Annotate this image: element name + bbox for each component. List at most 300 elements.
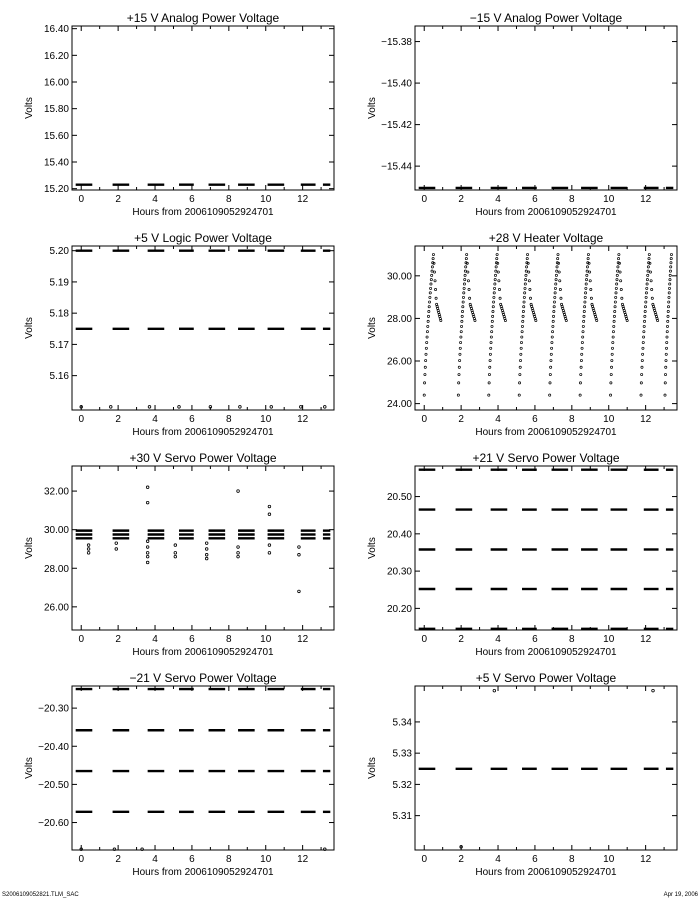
data-point bbox=[522, 315, 524, 317]
y-tick-label: 5.16 bbox=[49, 371, 69, 383]
data-point bbox=[614, 306, 616, 308]
x-axis-label: Hours from 2006109052924701 bbox=[132, 427, 274, 438]
data-point bbox=[668, 301, 670, 303]
data-point bbox=[469, 297, 471, 299]
data-point bbox=[440, 319, 442, 321]
data-point bbox=[667, 306, 669, 308]
data-point bbox=[523, 301, 525, 303]
data-point bbox=[87, 552, 90, 555]
data-point bbox=[613, 325, 615, 327]
y-axis-label: Volts bbox=[367, 537, 378, 559]
data-point bbox=[643, 325, 645, 327]
plot-frame bbox=[415, 246, 677, 410]
data-point bbox=[668, 287, 670, 289]
x-tick-label: 8 bbox=[569, 634, 575, 645]
data-point bbox=[613, 315, 615, 317]
data-point bbox=[668, 292, 670, 294]
data-point bbox=[493, 287, 495, 289]
data-point bbox=[268, 552, 271, 555]
data-point bbox=[610, 366, 612, 368]
chart-title: +30 V Servo Power Voltage bbox=[129, 451, 277, 465]
data-point bbox=[526, 253, 528, 255]
data-point bbox=[529, 288, 531, 290]
chart-title: +5 V Logic Power Voltage bbox=[134, 231, 272, 245]
footer-filename: S2006109052821.TLM_SAC bbox=[2, 892, 79, 898]
data-point bbox=[492, 306, 494, 308]
data-point bbox=[148, 406, 151, 409]
data-point bbox=[668, 296, 670, 298]
x-tick-label: 8 bbox=[226, 414, 232, 425]
data-point bbox=[423, 394, 425, 396]
data-point bbox=[323, 848, 326, 851]
data-point bbox=[618, 253, 620, 255]
data-point bbox=[115, 548, 118, 551]
x-tick-label: 8 bbox=[569, 414, 575, 425]
data-point bbox=[580, 373, 582, 375]
data-point bbox=[460, 331, 462, 333]
data-point bbox=[587, 253, 589, 255]
data-point bbox=[557, 253, 559, 255]
data-point bbox=[499, 297, 501, 299]
x-axis-label: Hours from 2006109052924701 bbox=[475, 647, 617, 658]
data-point bbox=[582, 325, 584, 327]
data-point bbox=[113, 848, 116, 851]
data-point bbox=[529, 297, 531, 299]
data-point bbox=[556, 266, 558, 268]
x-tick-label: 12 bbox=[297, 194, 309, 205]
data-point bbox=[524, 283, 526, 285]
data-point bbox=[556, 270, 558, 272]
x-tick-label: 6 bbox=[532, 634, 538, 645]
x-tick-label: 10 bbox=[260, 854, 272, 865]
data-layer bbox=[76, 251, 331, 408]
data-point bbox=[431, 270, 433, 272]
data-point bbox=[489, 353, 491, 355]
data-point bbox=[268, 505, 271, 508]
data-point bbox=[525, 279, 527, 281]
data-point bbox=[615, 296, 617, 298]
x-tick-label: 0 bbox=[78, 194, 85, 205]
data-point bbox=[613, 320, 615, 322]
y-tick-label: 5.34 bbox=[392, 717, 412, 729]
data-point bbox=[642, 353, 644, 355]
data-point bbox=[535, 319, 537, 321]
data-point bbox=[647, 274, 649, 276]
data-point bbox=[644, 310, 646, 312]
data-point bbox=[645, 292, 647, 294]
y-tick-label: −15.42 bbox=[381, 120, 412, 132]
data-point bbox=[582, 336, 584, 338]
data-point bbox=[585, 287, 587, 289]
data-point bbox=[647, 266, 649, 268]
data-point bbox=[644, 315, 646, 317]
data-point bbox=[525, 266, 527, 268]
plot-frame bbox=[415, 466, 677, 630]
data-point bbox=[641, 359, 643, 361]
x-tick-label: 8 bbox=[226, 194, 232, 205]
data-point bbox=[642, 341, 644, 343]
data-point bbox=[496, 257, 498, 259]
x-tick-label: 12 bbox=[297, 854, 309, 865]
y-tick-label: −20.40 bbox=[38, 741, 69, 753]
data-point bbox=[590, 288, 592, 290]
data-point bbox=[428, 301, 430, 303]
data-point bbox=[553, 306, 555, 308]
data-point bbox=[657, 319, 659, 321]
data-point bbox=[459, 341, 461, 343]
data-point bbox=[521, 336, 523, 338]
data-point bbox=[664, 373, 666, 375]
data-point bbox=[642, 336, 644, 338]
data-point bbox=[323, 406, 326, 409]
data-point bbox=[666, 331, 668, 333]
data-point bbox=[491, 331, 493, 333]
x-tick-label: 12 bbox=[640, 194, 652, 205]
data-point bbox=[519, 373, 521, 375]
data-point bbox=[146, 540, 149, 543]
x-tick-label: 8 bbox=[569, 194, 575, 205]
data-point bbox=[465, 266, 467, 268]
data-point bbox=[626, 319, 628, 321]
y-tick-label: 5.31 bbox=[392, 811, 412, 823]
data-point bbox=[585, 283, 587, 285]
data-point bbox=[579, 394, 581, 396]
data-layer bbox=[423, 253, 672, 396]
data-point bbox=[174, 544, 177, 547]
x-tick-label: 10 bbox=[603, 414, 615, 425]
data-point bbox=[666, 341, 668, 343]
y-tick-label: 16.40 bbox=[43, 24, 69, 36]
x-tick-label: 4 bbox=[495, 634, 501, 645]
data-point bbox=[666, 336, 668, 338]
y-tick-label: 24.00 bbox=[386, 399, 412, 411]
data-point bbox=[463, 292, 465, 294]
data-point bbox=[553, 301, 555, 303]
data-point bbox=[553, 310, 555, 312]
plot-frame bbox=[72, 26, 334, 190]
data-point bbox=[525, 274, 527, 276]
y-tick-label: 16.20 bbox=[43, 50, 69, 62]
data-point bbox=[109, 406, 112, 409]
data-point bbox=[583, 315, 585, 317]
y-axis-label: Volts bbox=[24, 97, 35, 119]
data-point bbox=[489, 366, 491, 368]
data-point bbox=[586, 270, 588, 272]
data-point bbox=[669, 279, 671, 281]
data-point bbox=[523, 306, 525, 308]
x-tick-label: 2 bbox=[115, 194, 121, 205]
chart-4 bbox=[350, 226, 700, 438]
y-tick-label: −20.50 bbox=[38, 779, 69, 791]
x-tick-label: 10 bbox=[260, 414, 272, 425]
chart-1 bbox=[0, 6, 350, 218]
chart-3 bbox=[0, 226, 350, 438]
data-point bbox=[670, 262, 672, 264]
data-point bbox=[493, 296, 495, 298]
y-tick-label: 20.50 bbox=[386, 492, 412, 504]
data-point bbox=[498, 288, 500, 290]
data-point bbox=[237, 546, 240, 549]
data-point bbox=[467, 271, 469, 273]
data-point bbox=[425, 359, 427, 361]
data-point bbox=[670, 257, 672, 259]
data-point bbox=[590, 297, 592, 299]
data-point bbox=[429, 292, 431, 294]
data-point bbox=[666, 325, 668, 327]
data-point bbox=[551, 347, 553, 349]
x-tick-label: 0 bbox=[421, 194, 428, 205]
x-tick-label: 4 bbox=[152, 194, 158, 205]
data-point bbox=[646, 283, 648, 285]
y-tick-label: −20.60 bbox=[38, 818, 69, 830]
data-point bbox=[474, 319, 476, 321]
data-point bbox=[665, 359, 667, 361]
chart-5 bbox=[0, 446, 350, 658]
data-point bbox=[205, 553, 208, 556]
x-tick-label: 0 bbox=[78, 414, 85, 425]
data-point bbox=[430, 287, 432, 289]
data-point bbox=[665, 366, 667, 368]
data-point bbox=[555, 279, 557, 281]
data-point bbox=[644, 306, 646, 308]
data-point bbox=[494, 274, 496, 276]
data-point bbox=[651, 288, 653, 290]
y-tick-label: 5.33 bbox=[392, 748, 412, 760]
x-axis-label: Hours from 2006109052924701 bbox=[475, 867, 617, 878]
x-tick-label: 10 bbox=[603, 854, 615, 865]
data-point bbox=[459, 353, 461, 355]
data-point bbox=[268, 544, 271, 547]
x-tick-label: 12 bbox=[297, 414, 309, 425]
chart-2 bbox=[350, 6, 700, 218]
y-tick-label: 32.00 bbox=[43, 486, 69, 498]
chart-title: −15 V Analog Power Voltage bbox=[469, 11, 623, 25]
data-point bbox=[424, 366, 426, 368]
data-point bbox=[551, 336, 553, 338]
data-point bbox=[237, 552, 240, 555]
y-tick-label: −15.38 bbox=[381, 37, 412, 49]
data-point bbox=[488, 394, 490, 396]
data-point bbox=[646, 287, 648, 289]
data-point bbox=[498, 280, 500, 282]
data-point bbox=[463, 283, 465, 285]
data-point bbox=[432, 253, 434, 255]
data-point bbox=[620, 280, 622, 282]
data-point bbox=[518, 382, 520, 384]
data-point bbox=[617, 266, 619, 268]
data-point bbox=[617, 270, 619, 272]
data-point bbox=[488, 373, 490, 375]
data-point bbox=[428, 310, 430, 312]
data-point bbox=[610, 382, 612, 384]
data-point bbox=[614, 301, 616, 303]
data-point bbox=[490, 341, 492, 343]
x-tick-label: 2 bbox=[458, 854, 464, 865]
data-point bbox=[431, 266, 433, 268]
data-point bbox=[643, 331, 645, 333]
data-point bbox=[584, 301, 586, 303]
data-point bbox=[425, 353, 427, 355]
data-point bbox=[664, 382, 666, 384]
x-tick-label: 12 bbox=[640, 414, 652, 425]
data-point bbox=[610, 373, 612, 375]
data-point bbox=[488, 382, 490, 384]
data-point bbox=[565, 319, 567, 321]
data-point bbox=[526, 257, 528, 259]
x-axis-label: Hours from 2006109052924701 bbox=[132, 647, 274, 658]
data-point bbox=[433, 271, 435, 273]
data-point bbox=[615, 287, 617, 289]
data-point bbox=[464, 274, 466, 276]
data-point bbox=[667, 315, 669, 317]
data-point bbox=[584, 306, 586, 308]
x-tick-label: 8 bbox=[226, 854, 232, 865]
data-point bbox=[426, 341, 428, 343]
y-tick-label: 5.19 bbox=[49, 277, 69, 289]
chart-8 bbox=[350, 666, 700, 878]
data-point bbox=[549, 394, 551, 396]
x-tick-label: 10 bbox=[603, 194, 615, 205]
y-tick-label: 26.00 bbox=[386, 356, 412, 368]
data-point bbox=[491, 325, 493, 327]
x-tick-label: 10 bbox=[260, 194, 272, 205]
data-point bbox=[465, 257, 467, 259]
x-tick-label: 6 bbox=[189, 634, 195, 645]
data-point bbox=[458, 373, 460, 375]
plot-frame bbox=[72, 686, 334, 850]
data-point bbox=[549, 382, 551, 384]
data-point bbox=[174, 555, 177, 558]
data-point bbox=[209, 406, 212, 409]
data-point bbox=[459, 347, 461, 349]
data-point bbox=[429, 296, 431, 298]
data-point bbox=[552, 320, 554, 322]
y-tick-label: 15.80 bbox=[43, 104, 69, 116]
data-point bbox=[617, 257, 619, 259]
data-layer bbox=[76, 486, 331, 593]
data-point bbox=[146, 555, 149, 558]
data-point bbox=[523, 296, 525, 298]
x-tick-label: 0 bbox=[78, 854, 85, 865]
data-point bbox=[87, 548, 90, 551]
data-point bbox=[596, 319, 598, 321]
data-point bbox=[560, 297, 562, 299]
x-tick-label: 4 bbox=[495, 854, 501, 865]
y-tick-label: 26.00 bbox=[43, 602, 69, 614]
data-point bbox=[586, 266, 588, 268]
data-point bbox=[645, 301, 647, 303]
data-point bbox=[87, 544, 90, 547]
x-tick-label: 2 bbox=[115, 854, 121, 865]
data-point bbox=[520, 353, 522, 355]
data-point bbox=[299, 406, 302, 409]
data-layer bbox=[76, 689, 331, 850]
data-point bbox=[239, 406, 242, 409]
data-point bbox=[493, 292, 495, 294]
x-axis-label: Hours from 2006109052924701 bbox=[475, 427, 617, 438]
y-tick-label: 5.20 bbox=[49, 246, 69, 258]
data-point bbox=[462, 301, 464, 303]
data-point bbox=[580, 359, 582, 361]
chart-title: +5 V Servo Power Voltage bbox=[475, 671, 617, 685]
data-point bbox=[528, 271, 530, 273]
data-point bbox=[524, 292, 526, 294]
data-point bbox=[460, 325, 462, 327]
data-point bbox=[146, 546, 149, 549]
data-point bbox=[579, 382, 581, 384]
data-point bbox=[552, 325, 554, 327]
data-point bbox=[616, 283, 618, 285]
data-point bbox=[559, 280, 561, 282]
y-tick-label: 5.17 bbox=[49, 339, 69, 351]
data-point bbox=[667, 320, 669, 322]
x-tick-label: 2 bbox=[458, 414, 464, 425]
x-tick-label: 6 bbox=[532, 414, 538, 425]
y-tick-label: −15.44 bbox=[381, 161, 412, 173]
data-point bbox=[268, 513, 271, 516]
data-point bbox=[270, 406, 273, 409]
x-tick-label: 10 bbox=[260, 634, 272, 645]
data-point bbox=[616, 274, 618, 276]
y-tick-label: 5.32 bbox=[392, 779, 412, 791]
data-point bbox=[520, 347, 522, 349]
data-point bbox=[554, 296, 556, 298]
y-tick-label: 20.40 bbox=[386, 529, 412, 541]
data-point bbox=[431, 274, 433, 276]
data-point bbox=[650, 280, 652, 282]
data-point bbox=[146, 501, 149, 504]
x-tick-label: 4 bbox=[152, 854, 158, 865]
x-tick-label: 0 bbox=[421, 634, 428, 645]
y-axis-label: Volts bbox=[367, 317, 378, 339]
y-tick-label: 30.00 bbox=[386, 271, 412, 283]
data-point bbox=[519, 359, 521, 361]
plot-frame bbox=[72, 466, 334, 630]
data-point bbox=[584, 292, 586, 294]
data-point bbox=[205, 548, 208, 551]
x-tick-label: 6 bbox=[532, 194, 538, 205]
data-point bbox=[492, 315, 494, 317]
data-point bbox=[665, 347, 667, 349]
data-point bbox=[589, 271, 591, 273]
data-point bbox=[669, 270, 671, 272]
data-point bbox=[641, 366, 643, 368]
y-tick-label: 20.30 bbox=[386, 566, 412, 578]
data-point bbox=[427, 325, 429, 327]
data-point bbox=[647, 270, 649, 272]
data-point bbox=[559, 288, 561, 290]
data-point bbox=[525, 270, 527, 272]
y-tick-label: 5.18 bbox=[49, 308, 69, 320]
data-point bbox=[493, 689, 496, 692]
data-point bbox=[612, 331, 614, 333]
data-point bbox=[642, 347, 644, 349]
y-axis-label: Volts bbox=[367, 97, 378, 119]
data-point bbox=[496, 253, 498, 255]
data-point bbox=[581, 347, 583, 349]
data-point bbox=[490, 347, 492, 349]
x-tick-label: 6 bbox=[532, 854, 538, 865]
data-point bbox=[549, 373, 551, 375]
data-point bbox=[550, 359, 552, 361]
data-point bbox=[467, 280, 469, 282]
plot-frame bbox=[415, 26, 677, 190]
data-point bbox=[551, 331, 553, 333]
data-point bbox=[669, 283, 671, 285]
data-point bbox=[557, 257, 559, 259]
y-axis-label: Volts bbox=[24, 757, 35, 779]
data-point bbox=[651, 297, 653, 299]
